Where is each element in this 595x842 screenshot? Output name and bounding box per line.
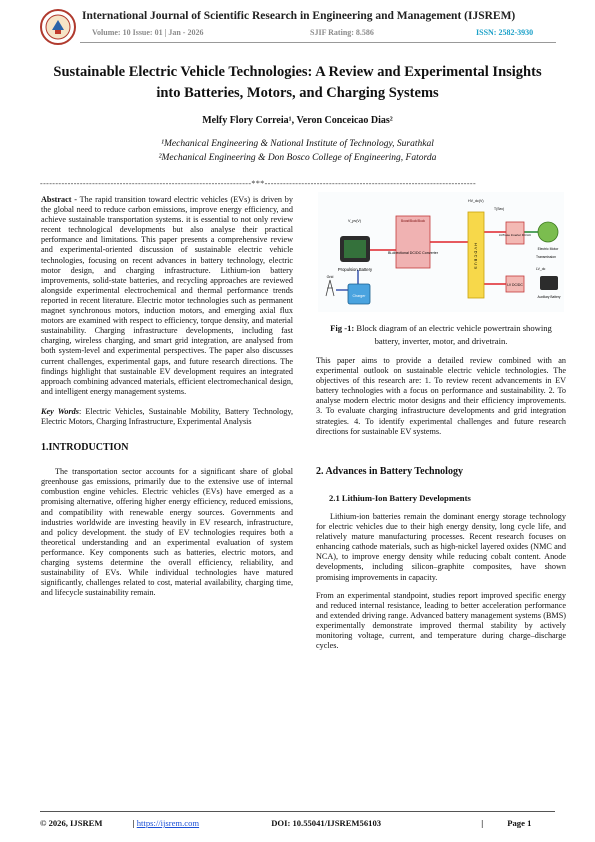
affiliation-1: ¹Mechanical Engineering & National Institute of Technology, Surathkal bbox=[161, 139, 434, 149]
footer bbox=[40, 818, 560, 828]
grid-label: Grid bbox=[326, 275, 334, 279]
transmission-label: Transmission bbox=[536, 255, 557, 259]
volume-issue: Volume: 10 Issue: 01 | Jan - 2026 bbox=[92, 28, 204, 37]
propulsion-label: Propulsion Battery bbox=[337, 267, 373, 272]
powertrain-block-diagram bbox=[318, 192, 564, 312]
section-divider: ---------------------------------------------------------------------***--------------------------------------------------------------------- bbox=[40, 179, 477, 188]
keywords bbox=[41, 407, 293, 427]
left-column bbox=[41, 195, 293, 598]
header-rule bbox=[80, 42, 556, 43]
website-link[interactable]: https://ijsrem.com bbox=[136, 818, 200, 828]
copyright: © 2026, IJSREM bbox=[40, 818, 103, 828]
bidirectional-converter-box bbox=[396, 216, 430, 268]
tsec-label: T(Sec) bbox=[494, 207, 505, 211]
sjif-rating: SJIF Rating: 8.586 bbox=[310, 28, 374, 37]
boost-label: Boost/Buck/Buck bbox=[400, 219, 426, 223]
figure-caption-text: Block diagram of an electric vehicle powertrain showing battery, inverter, motor, and drivetrain. bbox=[354, 323, 552, 346]
intro-heading: 1.INTRODUCTION bbox=[41, 442, 129, 454]
intro-paragraph: The transportation sector accounts for a significant share of global greenhouse gas emissions, primarily due to the extensive use of internal combustion engine vehicles. Electric vehicles (EVs) have emerged as a promising alternative, offering higher energy efficiency, reduced emissions, and compatibility with renewable energy sources. Governments and industries worldwide are investing heavily in EV research, infrastructure, and policy development. the study of EV technologies requires both a theoretical understanding and an experimental evaluation of system performance. Key components such as batteries, electric motors, and charging systems determine the overall efficiency, reliability, and sustainability of EVs. While individual technologies have matured significantly, challenges related to cost, material availability, charging time, and lifecycle sustainability remain. bbox=[41, 467, 293, 598]
hvbus-label: H V D C B U S bbox=[473, 242, 479, 270]
keywords-text: : Electric Vehicles, Sustainable Mobility, Battery Technology, Electric Motors, Charging Infrastructure, Experimental Analysis bbox=[41, 406, 294, 426]
section-2-heading: 2. Advances in Battery Technology bbox=[316, 465, 463, 477]
issn: ISSN: 2582-3930 bbox=[476, 28, 534, 37]
authors: Melfy Flory Correia¹, Veron Conceicao Dias² bbox=[202, 115, 393, 126]
hv-label: HV_dc(V) bbox=[468, 199, 484, 203]
right-column bbox=[316, 356, 566, 651]
abstract bbox=[41, 195, 293, 397]
affiliation-2: ²Mechanical Engineering & Don Bosco College of Engineering, Fatorda bbox=[158, 153, 437, 163]
paper-title: Sustainable Electric Vehicle Technologies: A Review and Experimental Insights into Batteries, Motors, and Charging Systems bbox=[53, 64, 542, 101]
bidir-label: Bi-directional DC/DC Converter bbox=[388, 251, 438, 255]
charger-label: Charger bbox=[352, 294, 366, 298]
page-number: Page 1 bbox=[507, 818, 532, 828]
vlv-label: LV_dc bbox=[536, 267, 546, 271]
section-2-paragraph-1: Lithium-ion batteries remain the dominant energy storage technology for electric vehicles due to their high energy density, long cycle life, and relatively mature manufacturing processes. Recent research focuses on enhancing cathode materials, such as high-nickel layered oxides (NMC and NCA), to improve energy density while reducing cobalt content. Anode developments, including silicon–graphite composites, have shown promising improvements in capacity. bbox=[316, 511, 566, 582]
vpv-label: V_pv(V) bbox=[348, 219, 361, 223]
abstract-text: The rapid transition toward electric vehicles (EVs) is driven by the global need to reduce carbon emissions, improve energy efficiency, and achieve sustainable transportation systems. it is essential to not only review recent technological developments but also analyse their practical performance and limitations. This paper presents a comprehensive review and experimental-oriented discussion of sustainable electric vehicle technologies, focusing on recent advances in battery technology, electric motor design, and charging infrastructure. Lithium-ion battery improvements, solid-state batteries, and recycling approaches are reviewed alongside experimental electrochemical and thermal performance trends reported in recent literature. Electric motor technologies such as permanent magnet synchronous motors, induction motors, and emerging axial flux motors are examined with respect to efficiency, torque density, and material sustainability. Charging infrastructure developments, including fast charging, wireless charging, and smart grid integration, are analysed from both system-level and experimental perspectives. The paper also discusses current challenges, experimental gaps, and future research directions. The findings highlight that sustainable EV development requires an integrated approach combining advanced materials, efficient electromechanical design, and intelligent energy management systems. bbox=[41, 195, 293, 396]
figure-label: Fig -1: bbox=[330, 323, 355, 333]
footer-separator: | bbox=[132, 818, 135, 828]
footer-rule bbox=[40, 811, 555, 812]
journal-logo bbox=[38, 8, 78, 46]
doi: DOI: 10.55041/IJSREM56103 bbox=[271, 818, 382, 828]
electric-motor-icon bbox=[538, 222, 558, 242]
motor-label: Electric Motor bbox=[537, 247, 559, 251]
aux-label: Auxiliary Battery bbox=[537, 295, 561, 299]
lv-label: LV DC/DC bbox=[507, 283, 523, 287]
journal-name: International Journal of Scientific Research in Engineering and Management (IJSREM) bbox=[82, 10, 516, 22]
abstract-label: Abstract - bbox=[41, 195, 77, 204]
footer-separator: | bbox=[481, 818, 484, 828]
figure-caption bbox=[318, 322, 564, 348]
subsection-2-1-heading: 2.1 Lithium-Ion Battery Developments bbox=[329, 492, 471, 503]
objectives-paragraph: This paper aims to provide a detailed review combined with an experimental outlook on sustainable electric vehicle technologies. The objectives of this research are: 1. To review recent advancements in EV battery technologies with a focus on performance and sustainability. 2. To analyse modern electric motor designs and their efficiency improvements. 3. To evaluate charging infrastructure developments and grid integration strategies. 4. To identify experimental challenges and future research directions for sustainable EV systems. bbox=[316, 356, 566, 436]
section-2-paragraph-2: From an experimental standpoint, studies report improved specific energy and reduced internal resistance, leading to better acceleration performance and extended driving range. Advanced battery management systems (BMS) experimentally demonstrate improved thermal stability by actively monitoring voltage, current, and temperature during charge–discharge cycles. bbox=[316, 590, 566, 651]
auxiliary-battery-icon bbox=[540, 276, 558, 290]
inverter-label: 3-Phase Inverter DC/AC bbox=[498, 233, 532, 237]
keywords-label: Key Words bbox=[41, 406, 79, 416]
